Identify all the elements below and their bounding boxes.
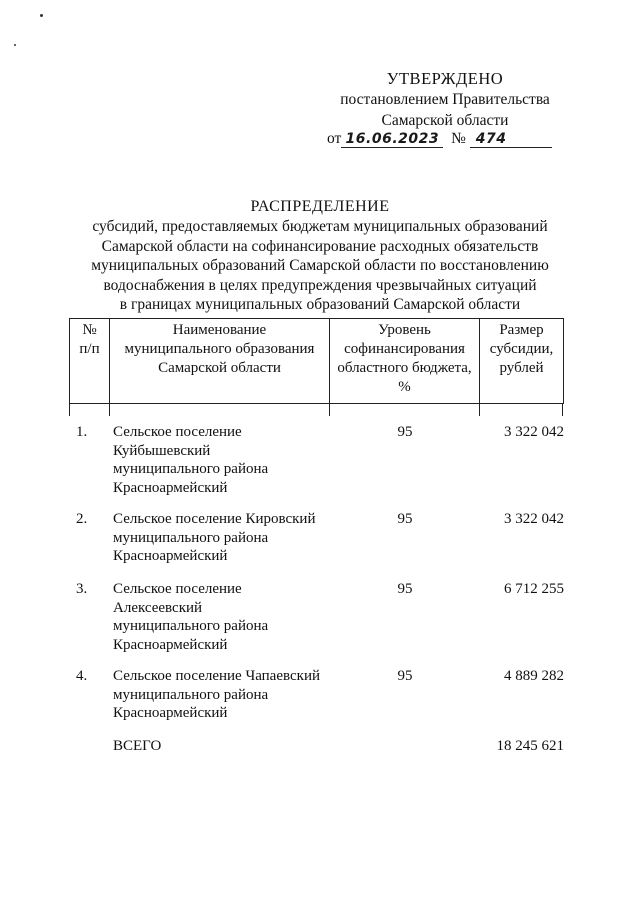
row-amount: 4 889 282	[504, 668, 564, 684]
document-subtitle	[60, 217, 580, 315]
header-number: № п/п	[70, 319, 110, 404]
approval-number-handwritten: 474	[470, 131, 552, 148]
number-prefix: №	[451, 130, 466, 147]
approval-line-2: Самарской области	[381, 112, 509, 129]
row-level: 95	[397, 668, 413, 684]
header-name: Наименование муниципального образования Самарской области	[110, 319, 330, 404]
approval-block	[320, 68, 570, 131]
subtitle-line: муниципальных образований Самарской области по восстановлению	[91, 257, 549, 274]
scan-speck	[40, 14, 43, 17]
total-amount: 18 245 621	[496, 738, 564, 754]
document-title: РАСПРЕДЕЛЕНИЕ	[250, 198, 390, 215]
subtitle-line: субсидий, предоставляемых бюджетам муниципальных образований	[92, 218, 548, 235]
row-level: 95	[397, 511, 413, 527]
row-name: Сельское поселение Куйбышевский муниципального района Красноармейский	[113, 424, 269, 496]
date-prefix: от	[327, 130, 342, 147]
table-header	[69, 318, 564, 404]
subtitle-line: Самарской области на софинансирование расходных обязательств	[101, 237, 539, 255]
row-name: Сельское поселение Чапаевский муниципального района Красноармейский	[113, 668, 320, 721]
row-index: 3.	[76, 581, 88, 597]
row-level: 95	[397, 581, 413, 597]
total-label: ВСЕГО	[113, 738, 162, 754]
approval-heading: УТВЕРЖДЕНО	[386, 69, 504, 88]
column-rule	[329, 404, 330, 416]
row-index: 4.	[76, 668, 88, 684]
column-rule	[69, 404, 70, 416]
column-rule	[562, 404, 563, 416]
scan-speck	[14, 44, 16, 46]
approval-date-handwritten: 16.06.2023	[341, 131, 443, 148]
row-index: 2.	[76, 511, 88, 527]
row-amount: 3 322 042	[504, 511, 564, 527]
row-name: Сельское поселение Кировский муниципального района Красноармейский	[113, 511, 316, 564]
approval-line-1: постановлением Правительства	[340, 91, 550, 108]
row-index: 1.	[76, 424, 88, 440]
row-name: Сельское поселение Алексеевский муниципального района Красноармейский	[113, 581, 269, 653]
column-rule	[109, 404, 110, 416]
subtitle-line: водоснабжения в целях предупреждения чрезвычайных ситуаций	[103, 276, 537, 294]
row-amount: 6 712 255	[504, 581, 564, 597]
header-amount: Размер субсидии, рублей	[480, 319, 564, 404]
header-level: Уровень софинансирования областного бюджета, %	[330, 319, 480, 404]
row-level: 95	[397, 424, 413, 440]
row-amount: 3 322 042	[504, 424, 564, 440]
approval-date-line	[327, 130, 577, 148]
subtitle-line: в границах муниципальных образований Самарской области	[119, 296, 521, 313]
column-rule	[479, 404, 480, 416]
